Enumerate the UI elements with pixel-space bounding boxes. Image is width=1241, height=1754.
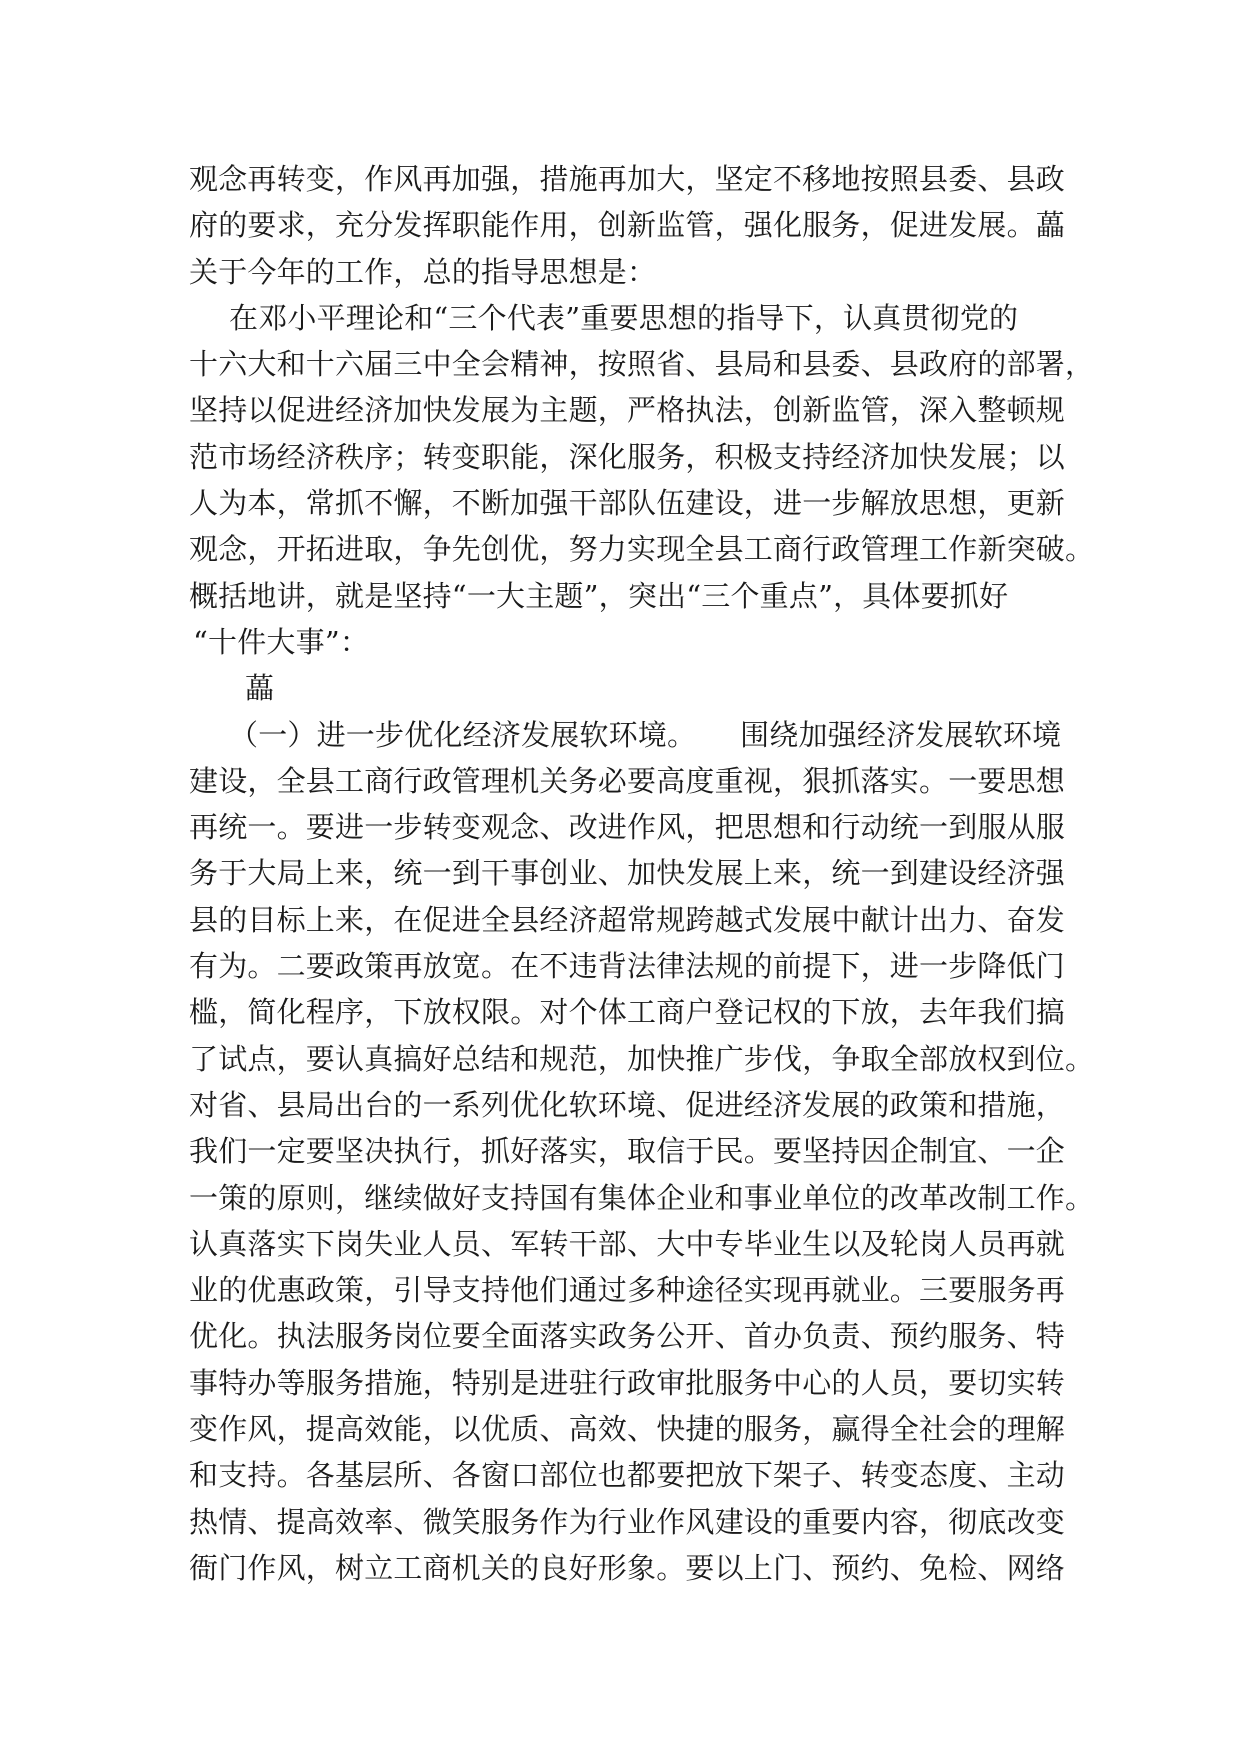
text-line: 槛，简化程序，下放权限。对个体工商户登记权的下放，去年我们搞: [189, 995, 1066, 1030]
text-line: 对省、县局出台的一系列优化软环境、促进经济发展的政策和措施，: [189, 1087, 1066, 1122]
text-line: 建设，全县工商行政管理机关务必要高度重视，狠抓落实。一要思想: [189, 763, 1066, 798]
text-line: 府的要求，充分发挥职能作用，创新监管，强化服务，促进发展。藟: [189, 208, 1066, 243]
text-line: 衙门作风，树立工商机关的良好形象。要以上门、预约、免检、网络: [189, 1550, 1066, 1585]
text-line: 业的优惠政策，引导支持他们通过多种途径实现再就业。三要服务再: [189, 1273, 1066, 1308]
text-line: 我们一定要坚决执行，抓好落实，取信于民。要坚持因企制宜、一企: [189, 1134, 1066, 1169]
text-line: 县的目标上来，在促进全县经济超常规跨越式发展中献计出力、奋发: [189, 902, 1066, 937]
text-line: 了试点，要认真搞好总结和规范，加快推广步伐，争取全部放权到位。: [189, 1041, 1095, 1076]
text-line: 事特办等服务措施，特别是进驻行政审批服务中心的人员，要切实转: [189, 1365, 1066, 1400]
text-line: 十六大和十六届三中全会精神，按照省、县局和县委、县政府的部署，: [189, 347, 1095, 382]
text-line: “十件大事”：: [193, 624, 370, 659]
text-line: 务于大局上来，统一到干事创业、加快发展上来，统一到建设经济强: [189, 856, 1066, 891]
text-line: 概括地讲，就是坚持“一大主题”，突出“三个重点”，具体要抓好: [189, 578, 1009, 613]
text-line: 有为。二要政策再放宽。在不违背法律法规的前提下，进一步降低门: [189, 949, 1066, 984]
text-line: 坚持以促进经济加快发展为主题，严格执法，创新监管，深入整顿规: [189, 393, 1066, 428]
text-line: 再统一。要进一步转变观念、改进作风，把思想和行动统一到服从服: [189, 810, 1066, 845]
text-line: 认真落实下岗失业人员、军转干部、大中专毕业生以及轮岗人员再就: [189, 1226, 1066, 1261]
text-line: 变作风，提高效能，以优质、高效、快捷的服务，赢得全社会的理解: [189, 1412, 1066, 1447]
text-line: 藟: [245, 671, 275, 706]
text-line: （一）进一步优化经济发展软环境。 围绕加强经济发展软环境: [229, 717, 1062, 752]
text-line: 优化。执法服务岗位要全面落实政务公开、首办负责、预约服务、特: [189, 1319, 1066, 1354]
text-line: 和支持。各基层所、各窗口部位也都要把放下架子、转变态度、主动: [189, 1458, 1066, 1493]
text-line: 在邓小平理论和“三个代表”重要思想的指导下，认真贯彻党的: [229, 300, 1019, 335]
text-line: 范市场经济秩序；转变职能，深化服务，积极支持经济加快发展；以: [189, 439, 1066, 474]
text-line: 一策的原则，继续做好支持国有集体企业和事业单位的改革改制工作。: [189, 1180, 1095, 1215]
text-line: 人为本，常抓不懈，不断加强干部队伍建设，进一步解放思想，更新: [189, 486, 1066, 521]
body-text: [189, 156, 1095, 1591]
text-line: 关于今年的工作，总的指导思想是：: [189, 254, 657, 289]
text-line: 观念再转变，作风再加强，措施再加大，坚定不移地按照县委、县政: [189, 162, 1066, 196]
text-line: 观念，开拓进取，争先创优，努力实现全县工商行政管理工作新突破。: [189, 532, 1095, 567]
text-line: 热情、提高效率、微笑服务作为行业作风建设的重要内容，彻底改变: [189, 1504, 1066, 1539]
